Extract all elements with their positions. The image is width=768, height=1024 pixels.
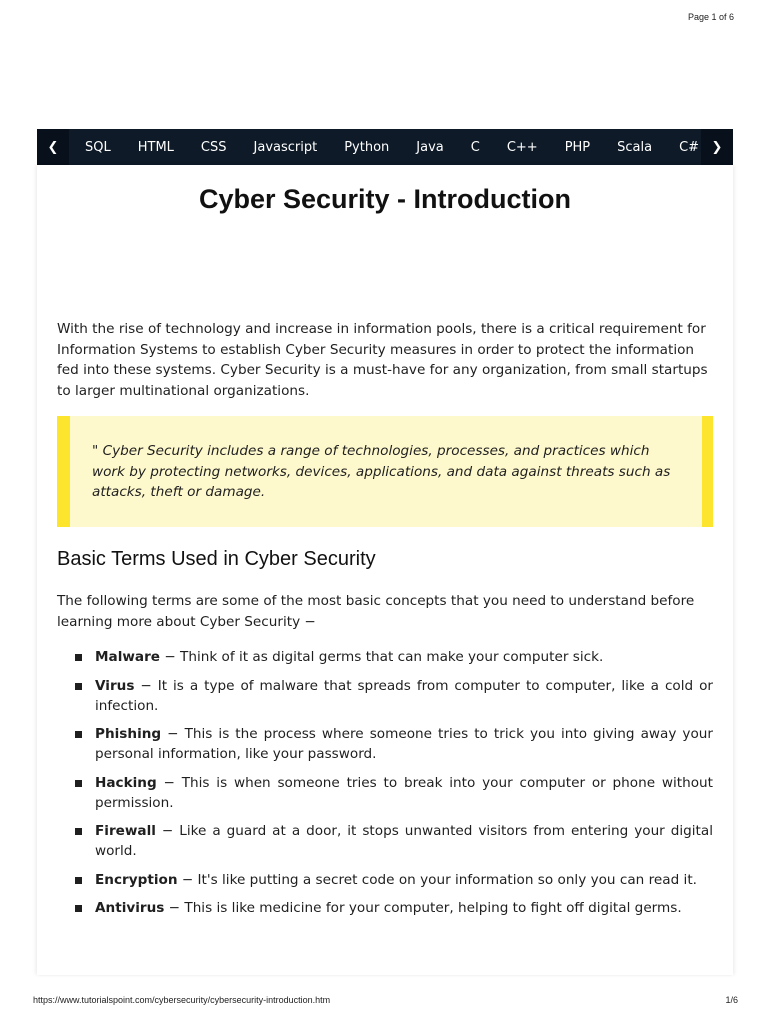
square-bullet-icon [75,877,82,884]
definition-callout [57,416,713,527]
nav-item-java[interactable]: Java [416,139,444,155]
square-bullet-icon [75,731,82,738]
nav-item-html[interactable]: HTML [137,139,174,155]
list-item [75,870,713,890]
term-name: Antivirus [95,900,165,916]
term-description: − Think of it as digital germs that can make your computer sick. [160,649,604,665]
list-item [75,821,713,861]
list-item [75,724,713,764]
square-bullet-icon [75,828,82,835]
nav-item-css[interactable]: CSS [200,139,227,155]
term-name: Encryption [95,871,178,888]
list-item [75,647,713,667]
nav-item-javascript[interactable]: Javascript [253,139,318,155]
callout-text: " Cyber Security includes a range of technologies, processes, and practices which work by protecting networks, devices, applications, and data against threats such as attacks, theft or damage. [92,443,671,500]
term-name: Malware [95,649,161,665]
list-item [75,676,713,716]
square-bullet-icon [75,780,82,787]
section-heading: Basic Terms Used in Cyber Security [57,548,376,570]
term-description: − It is a type of malware that spreads from computer to computer, like a cold or infection. [95,677,713,714]
nav-item-php[interactable]: PHP [564,139,591,155]
intro-paragraph: With the rise of technology and increase in information pools, there is a critical requirement for Information Systems to establish Cyber Security measures in order to protect the information fed into these systems. Cyber Security is a must-have for any organization, from small startups to larger multinational organizations. [57,321,708,399]
article-content [37,165,733,975]
nav-item-python[interactable]: Python [344,139,390,155]
term-description: − This is like medicine for your computer, helping to fight off digital germs. [164,900,682,916]
term-description: − It's like putting a secret code on your information so only you can read it. [177,871,697,888]
nav-item-sql[interactable]: SQL [85,139,111,155]
nav-item-cpp[interactable]: C++ [506,139,538,155]
term-name: Virus [95,677,135,694]
square-bullet-icon [75,654,82,661]
print-footer-page-number: 1/6 [725,995,738,1005]
list-item [75,773,713,813]
term-description: − This is the process where someone tries to trick you into giving away your personal information, like your password. [95,726,713,762]
chevron-left-icon[interactable]: ❮ [37,129,69,165]
nav-item-scala[interactable]: Scala [617,139,653,155]
list-item [75,898,713,918]
term-description: − Like a guard at a door, it stops unwanted visitors from entering your digital world. [95,823,713,859]
print-footer-url: https://www.tutorialspoint.com/cybersecurity/cybersecurity-introduction.htm [33,995,331,1005]
nav-item-c[interactable]: C [470,139,480,155]
language-nav-bar [37,129,733,165]
term-description: − This is when someone tries to break into your computer or phone without permission. [95,774,713,811]
square-bullet-icon [75,905,82,912]
section-lead-paragraph: The following terms are some of the most basic concepts that you need to understand before learning more about Cyber Security − [57,593,695,630]
square-bullet-icon [75,683,82,690]
page-title: Cyber Security - Introduction [198,184,572,214]
nav-item-csharp[interactable]: C# [679,139,700,155]
terms-list [75,647,713,927]
print-page-header: Page 1 of 6 [687,12,734,22]
term-name: Hacking [95,774,157,791]
term-name: Firewall [95,823,156,839]
chevron-right-icon[interactable]: ❯ [701,129,733,165]
term-name: Phishing [95,726,162,742]
